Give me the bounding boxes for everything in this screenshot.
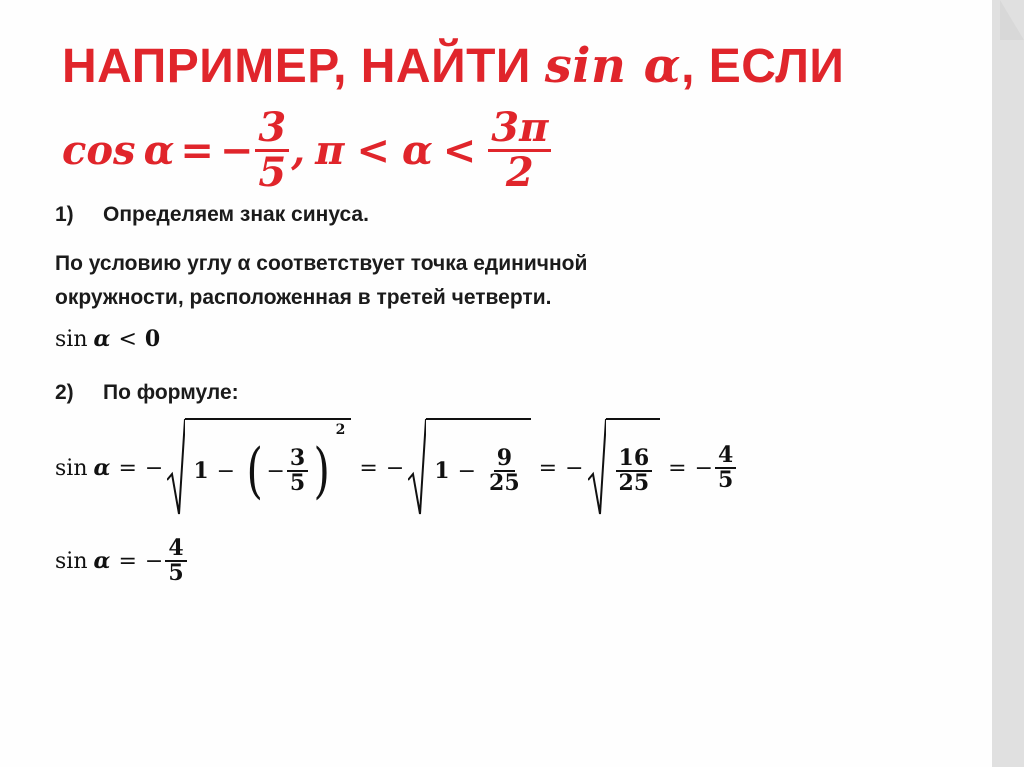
slide-title-line2 bbox=[62, 100, 553, 200]
fraction-numerator: 4 bbox=[715, 444, 736, 469]
step1-text: Определяем знак синуса. bbox=[103, 203, 369, 226]
ineq-op: < bbox=[118, 326, 137, 352]
fraction-denominator: 25 bbox=[489, 470, 520, 496]
step2-label: 2) bbox=[55, 381, 74, 404]
fraction-numerator: 16 bbox=[616, 447, 653, 472]
title-lt: < bbox=[356, 126, 390, 174]
left-paren: ( bbox=[246, 436, 263, 506]
fraction-4-5 bbox=[715, 441, 736, 493]
formula-minus-3: − bbox=[266, 458, 285, 484]
ribbon-cap bbox=[1000, 0, 1024, 40]
formula-eq: = bbox=[118, 455, 137, 481]
paragraph-line1: По условию углу α соответствует точка единичной bbox=[55, 252, 588, 275]
formula-minus-5: − bbox=[457, 458, 477, 484]
fraction-denominator: 5 bbox=[289, 470, 306, 496]
formula-minus-7: − bbox=[694, 455, 714, 481]
title-text-end: , ЕСЛИ bbox=[681, 40, 845, 93]
formula-one: 1 bbox=[193, 458, 209, 484]
title-pi: π bbox=[315, 126, 345, 174]
formula-eq-2: = bbox=[359, 455, 378, 481]
power-2: 2 bbox=[335, 422, 346, 438]
paragraph-line2: окружности, расположенная в третей четверти. bbox=[55, 286, 552, 309]
step1-label: 1) bbox=[55, 203, 74, 226]
sqrt-radicand bbox=[185, 418, 351, 518]
step2-text: По формуле: bbox=[103, 381, 239, 404]
result-fraction bbox=[165, 534, 186, 586]
title-fraction-3-5 bbox=[255, 103, 289, 196]
slide-title-line1 bbox=[62, 38, 844, 94]
formula-fn: sin bbox=[55, 455, 88, 481]
ineq-var: α bbox=[93, 326, 111, 352]
formula-var: α bbox=[93, 455, 111, 481]
right-paren: ) bbox=[313, 436, 331, 506]
title-alpha: α bbox=[143, 126, 175, 174]
sign-inequality bbox=[55, 326, 160, 352]
formula-one-2: 1 bbox=[434, 458, 450, 484]
sqrt-3 bbox=[588, 418, 661, 518]
title-comma: , bbox=[291, 126, 306, 174]
result-formula bbox=[55, 528, 189, 594]
formula-eq-3: = bbox=[538, 455, 558, 481]
sqrt-radicand bbox=[426, 418, 530, 518]
formula-minus: − bbox=[144, 455, 164, 481]
sqrt-2 bbox=[408, 418, 530, 518]
ineq-fn: sin bbox=[55, 326, 88, 352]
sqrt-sign bbox=[408, 418, 426, 518]
result-eq: = bbox=[118, 548, 137, 574]
fraction-16-25 bbox=[616, 444, 653, 496]
sqrt-sign bbox=[588, 418, 606, 518]
fraction-denominator: 2 bbox=[505, 148, 534, 196]
ineq-rhs: 0 bbox=[144, 326, 161, 352]
fraction-3-5 bbox=[287, 444, 308, 496]
fraction-denominator: 5 bbox=[718, 467, 734, 493]
result-minus: − bbox=[144, 548, 164, 574]
sqrt-radicand bbox=[606, 418, 661, 518]
sqrt-sign bbox=[167, 418, 185, 518]
title-alpha-2: α bbox=[401, 126, 433, 174]
fraction-numerator: 9 bbox=[494, 447, 515, 472]
fraction-denominator: 5 bbox=[168, 560, 184, 586]
title-text: НАПРИМЕР, НАЙТИ bbox=[62, 40, 545, 93]
fraction-denominator: 25 bbox=[618, 470, 650, 496]
formula-minus-6: − bbox=[565, 455, 584, 481]
fraction-denominator: 5 bbox=[258, 148, 287, 196]
formula-minus-4: − bbox=[385, 455, 405, 481]
step1 bbox=[55, 203, 369, 227]
title-lt-2: < bbox=[442, 126, 477, 174]
fraction-9-25 bbox=[486, 444, 523, 496]
result-fn: sin bbox=[55, 548, 88, 574]
main-formula bbox=[55, 418, 738, 518]
title-minus: − bbox=[219, 126, 254, 174]
title-cos: cos bbox=[62, 126, 136, 174]
title-fraction-3pi-2 bbox=[488, 103, 551, 196]
ribbon-decoration bbox=[1000, 0, 1024, 767]
fraction-numerator: 3 bbox=[287, 447, 308, 472]
title-eq: = bbox=[180, 126, 214, 174]
result-var: α bbox=[93, 548, 111, 574]
formula-minus-2: − bbox=[216, 458, 236, 484]
sqrt-1 bbox=[167, 418, 351, 518]
ribbon-shadow bbox=[992, 0, 1000, 767]
fraction-numerator: 4 bbox=[165, 537, 186, 562]
fraction-numerator: 3π bbox=[488, 107, 551, 152]
step2 bbox=[55, 381, 239, 405]
formula-eq-4: = bbox=[668, 455, 687, 481]
fraction-numerator: 3 bbox=[255, 107, 289, 152]
title-math-sin: sin α bbox=[544, 38, 682, 94]
